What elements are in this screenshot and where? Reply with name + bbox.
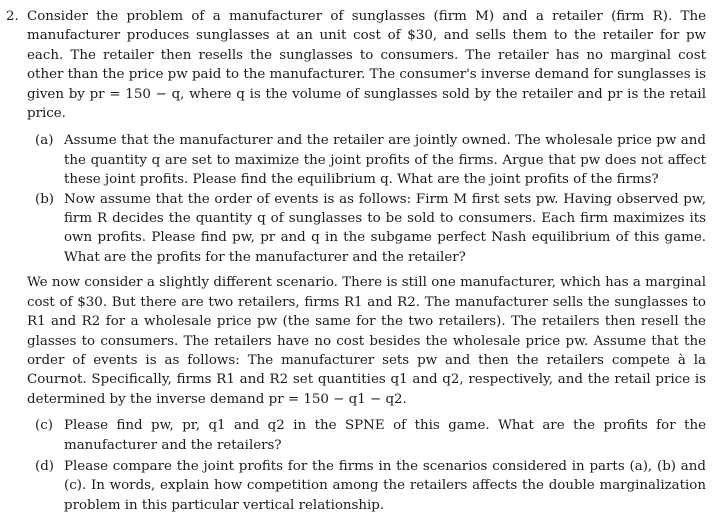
part-b — [27, 190, 706, 268]
part-d — [27, 457, 706, 515]
scenario-paragraph: We now consider a slightly different scenario. There is still one manufacturer, which has a marginal cost of $30. But there are two retailers, firms R1 and R2. The manufacturer sells the sunglasses to R1 and R2 for a wholesale price pw (the same for the two retailers). The retailers then resell the glasses to consumers. The retailers have no cost besides the wholesale price pw. Assume that the order of events is as follows: The manufacturer sets pw and then the retailers compete à la Cournot. Specifically, firms R1 and R2 set quantities q1 and q2, respectively, and the retail price is determined by the inverse demand pr = 150 − q1 − q2. — [27, 275, 706, 407]
parts-list-second — [27, 416, 706, 515]
part-a — [27, 131, 706, 189]
part-label: (c) — [35, 418, 53, 434]
parts-list-first — [27, 131, 706, 267]
question-body — [27, 7, 706, 515]
part-text: Assume that the manufacturer and the retailer are jointly owned. The wholesale price pw and the quantity q are set to maximize the joint profits of the firms. Argue that pw does not affect these joint profits. Please find the equilibrium q. What are the joint profits of the firms? — [64, 133, 706, 188]
part-label: (d) — [35, 458, 55, 474]
part-c — [27, 416, 706, 455]
question-number: 2. — [6, 9, 19, 24]
part-label: (b) — [35, 191, 55, 207]
problem-document — [6, 0, 706, 515]
part-text: Now assume that the order of events is as follows: Firm M first sets pw. Having observed pw, firm R decides the quantity q of sunglasses to be sold to consumers. Each firm maximizes its own profits. Please find pw, pr and q in the subgame perfect Nash equilibrium of this game. What are the profits for the manufacturer and the retailer? — [64, 191, 706, 265]
part-label: (a) — [35, 133, 54, 149]
part-text: Please compare the joint profits for the firms in the scenarios considered in parts (a), (b) and (c). In words, explain how competition among the retailers affects the double marginalization problem in this particular vertical relationship. — [64, 458, 706, 513]
part-text: Please find pw, pr, q1 and q2 in the SPNE of this game. What are the profits for the manufacturer and the retailers? — [64, 418, 706, 453]
question-intro: Consider the problem of a manufacturer of sunglasses (firm M) and a retailer (firm R). The manufacturer produces sunglasses at an unit cost of $30, and sells them to the retailer for pw each. The retailer then resells the sunglasses to consumers. The retailer has no marginal cost other than the price pw paid to the manufacturer. The consumer's inverse demand for sunglasses is given by pr = 150 − q, where q is the volume of sunglasses sold by the retailer and pr is the retail price. — [27, 9, 706, 122]
question-2 — [6, 7, 706, 515]
